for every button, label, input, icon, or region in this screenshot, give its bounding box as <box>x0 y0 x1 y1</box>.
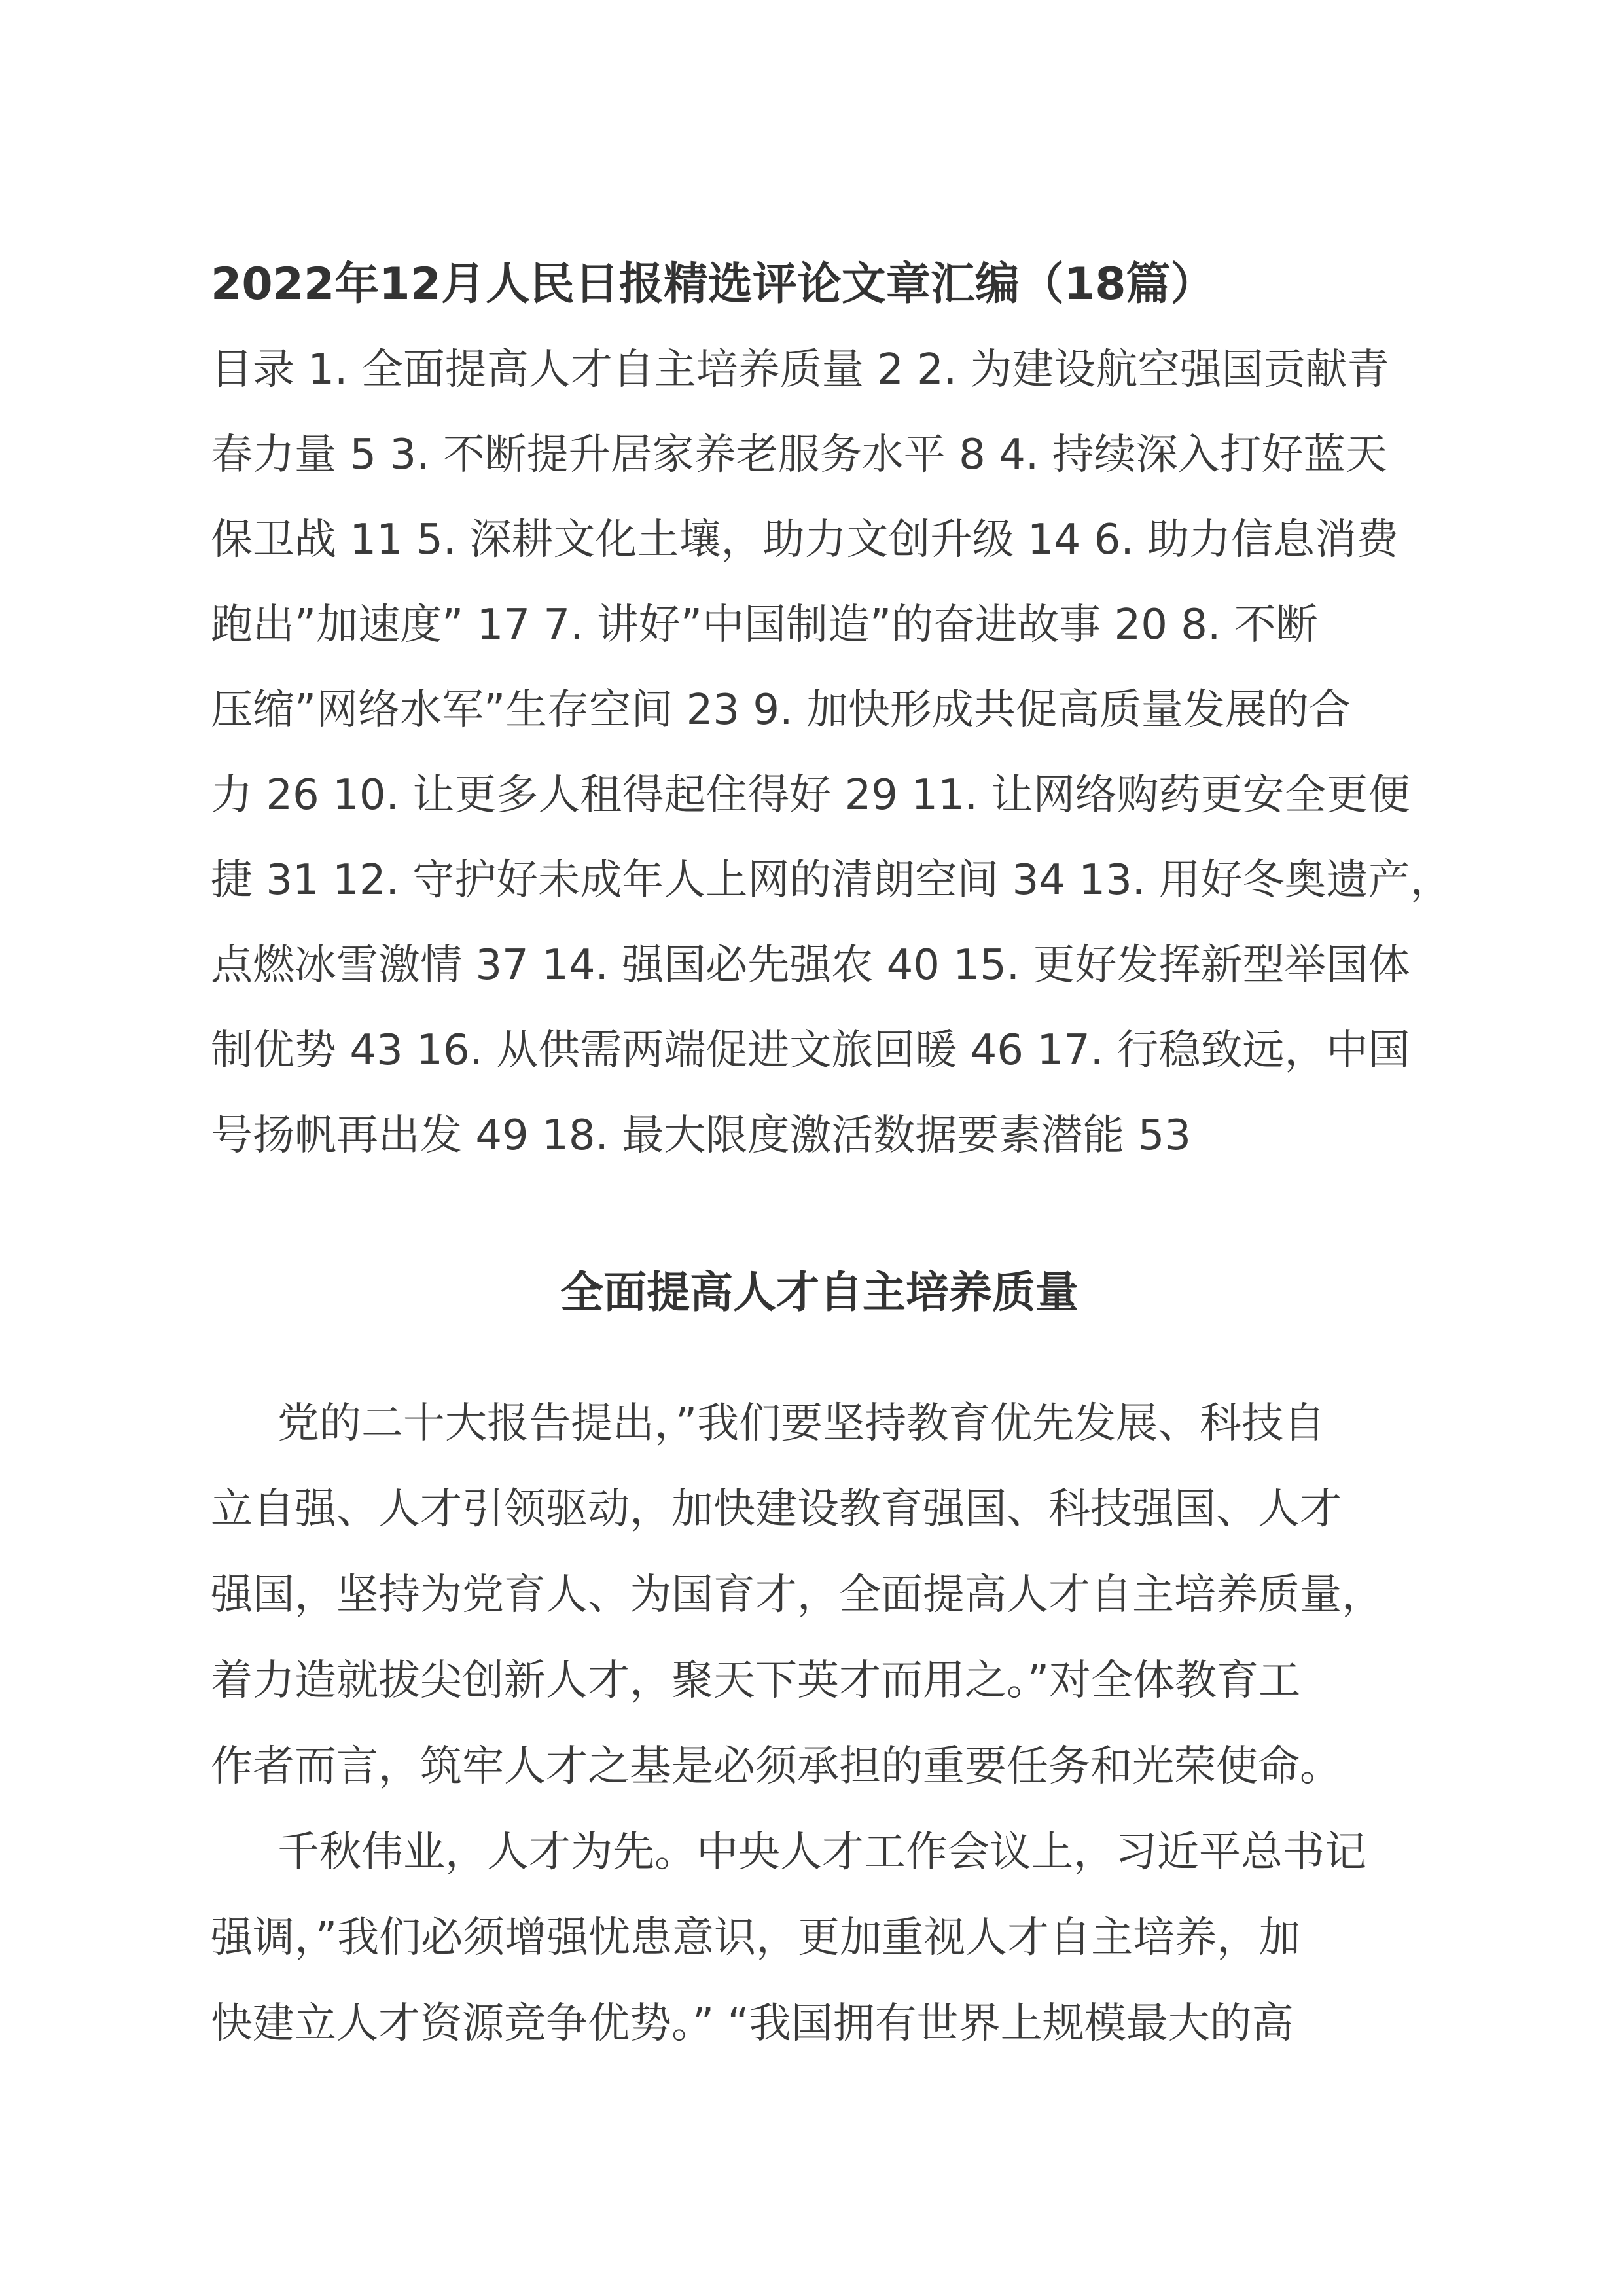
document-title: 2022年12月人民日报精选评论文章汇编（18篇） <box>211 259 1215 310</box>
toc-line: 点燃冰雪激情 37 14. 强国必先强农 40 15. 更好发挥新型举国体 <box>211 941 1410 990</box>
paragraph-line: 快建立人才资源竞争优势。” “我国拥有世界上规模最大的高 <box>211 2000 1294 2048</box>
toc-line: 捷 31 12. 守护好未成年人上网的清朗空间 34 13. 用好冬奥遗产， <box>211 856 1452 905</box>
paragraph-line: 千秋伟业，人才为先。中央人才工作会议上，习近平总书记 <box>277 1828 1366 1876</box>
toc-line: 力 26 10. 让更多人租得起住得好 29 11. 让网络购药更安全更便 <box>211 771 1410 819</box>
toc-line: 跑出”加速度” 17 7. 讲好”中国制造”的奋进故事 20 8. 不断 <box>211 601 1318 649</box>
toc-line: 制优势 43 16. 从供需两端促进文旅回暖 46 17. 行稳致远，中国 <box>211 1026 1410 1075</box>
toc-line: 号扬帆再出发 49 18. 最大限度激活数据要素潜能 53 <box>211 1111 1192 1160</box>
paragraph-line: 强调，”我们必须增强忧患意识，更加重视人才自主培养，加 <box>211 1914 1301 1962</box>
paragraph-line: 作者而言，筑牢人才之基是必须承担的重要任务和光荣使命。 <box>211 1742 1342 1791</box>
paragraph-line: 强国，坚持为党育人、为国育才，全面提高人才自主培养质量， <box>211 1571 1383 1619</box>
table-of-contents <box>211 327 1454 1178</box>
paragraph-line: 立自强、人才引领驱动，加快建设教育强国、科技强国、人才 <box>211 1485 1342 1534</box>
paragraph-line: 党的二十大报告提出，”我们要坚持教育优先发展、科技自 <box>277 1399 1326 1448</box>
toc-line: 保卫战 11 5. 深耕文化土壤，助力文创升级 14 6. 助力信息消费 <box>211 516 1399 564</box>
article-body <box>211 1381 1454 2067</box>
toc-line: 压缩”网络水军”生存空间 23 9. 加快形成共促高质量发展的合 <box>211 686 1351 734</box>
section-title: 全面提高人才自主培养质量 <box>560 1267 1079 1318</box>
paragraph-line: 着力造就拔尖创新人才，聚天下英才而用之。”对全体教育工 <box>211 1657 1301 1705</box>
toc-line: 目录 1. 全面提高人才自主培养质量 2 2. 为建设航空强国贡献青 <box>211 346 1389 394</box>
toc-line: 春力量 5 3. 不断提升居家养老服务水平 8 4. 持续深入打好蓝天 <box>211 431 1387 479</box>
